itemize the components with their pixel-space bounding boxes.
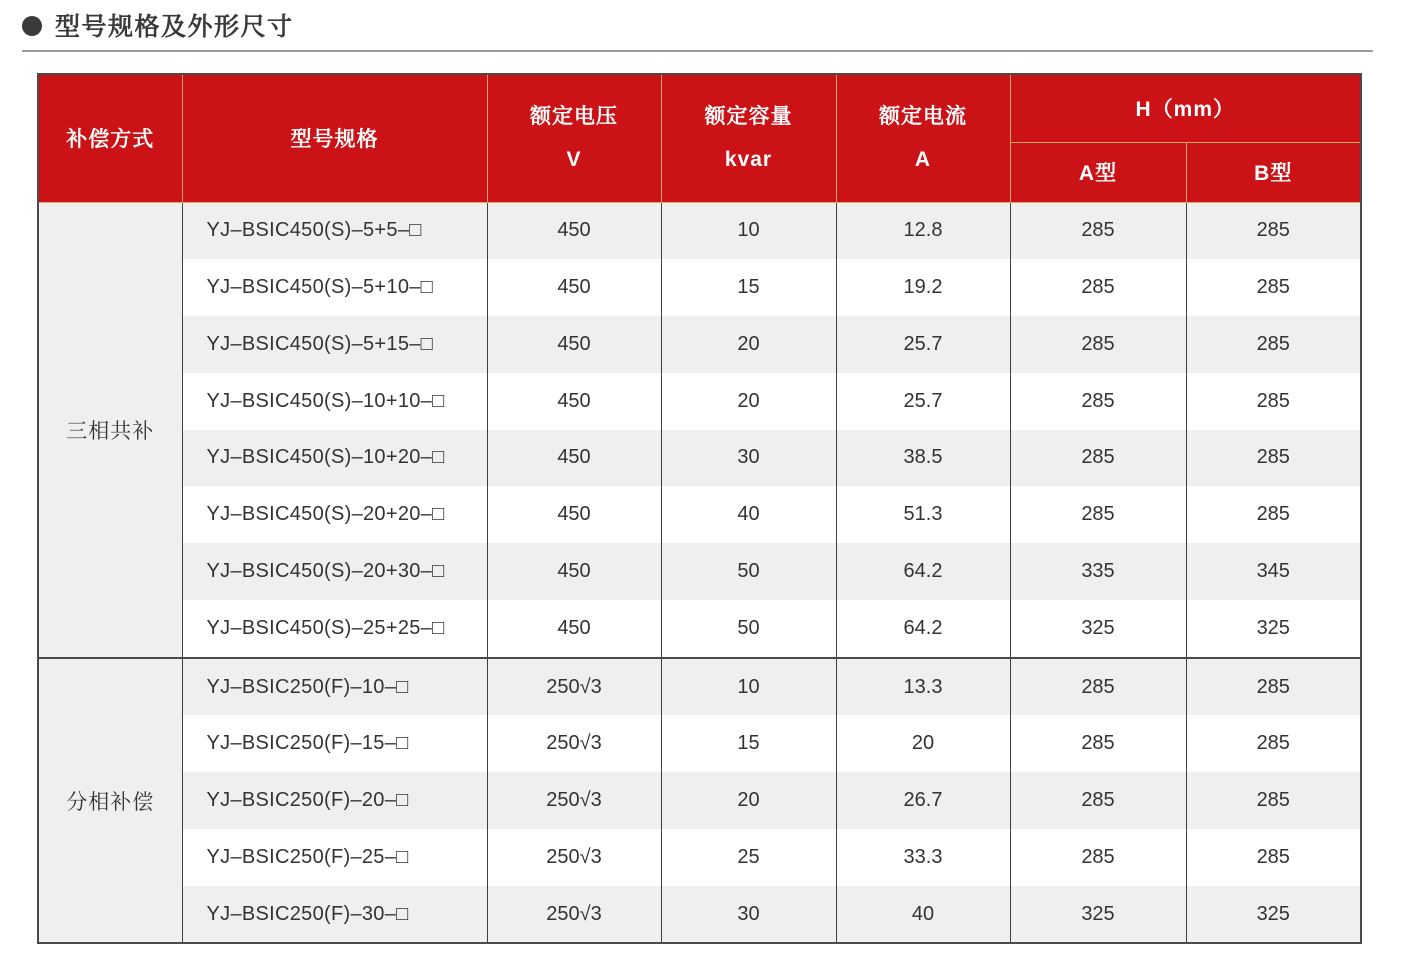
header-h-type-b: B型: [1186, 142, 1361, 202]
voltage-cell: 250√3: [487, 715, 661, 772]
voltage-cell: 450: [487, 316, 661, 373]
header-h-type-a: A型: [1010, 142, 1186, 202]
height-b-cell: 285: [1186, 486, 1361, 543]
model-cell: YJ–BSIC250(F)–15–□: [182, 715, 487, 772]
capacity-cell: 10: [661, 202, 836, 259]
model-cell: YJ–BSIC250(F)–10–□: [182, 658, 487, 716]
height-b-cell: 285: [1186, 715, 1361, 772]
section-title-row: [0, 0, 1405, 43]
capacity-cell: 20: [661, 373, 836, 430]
current-cell: 64.2: [836, 543, 1010, 600]
voltage-cell: 250√3: [487, 658, 661, 716]
table-row: [38, 430, 1361, 487]
model-cell: YJ–BSIC450(S)–5+10–□: [182, 259, 487, 316]
voltage-cell: 250√3: [487, 829, 661, 886]
height-a-cell: 285: [1010, 373, 1186, 430]
header-capacity: [661, 74, 836, 202]
current-cell: 26.7: [836, 772, 1010, 829]
height-a-cell: 285: [1010, 316, 1186, 373]
model-cell: YJ–BSIC450(S)–25+25–□: [182, 600, 487, 658]
spec-table: [37, 73, 1362, 944]
current-cell: 33.3: [836, 829, 1010, 886]
group-label-split-phase: 分相补偿: [38, 658, 182, 944]
height-a-cell: 285: [1010, 772, 1186, 829]
height-b-cell: 285: [1186, 316, 1361, 373]
table-row: [38, 486, 1361, 543]
header-current-label: 额定电流: [879, 105, 967, 129]
capacity-cell: 30: [661, 886, 836, 944]
capacity-cell: 40: [661, 486, 836, 543]
model-cell: YJ–BSIC250(F)–25–□: [182, 829, 487, 886]
table-row: [38, 886, 1361, 944]
table-row: [38, 658, 1361, 716]
header-h-group: H（mm）: [1010, 74, 1361, 142]
current-cell: 20: [836, 715, 1010, 772]
table-row: [38, 715, 1361, 772]
model-cell: YJ–BSIC450(S)–5+5–□: [182, 202, 487, 259]
current-cell: 19.2: [836, 259, 1010, 316]
voltage-cell: 450: [487, 259, 661, 316]
header-current-unit: A: [914, 148, 932, 172]
height-b-cell: 285: [1186, 772, 1361, 829]
capacity-cell: 50: [661, 543, 836, 600]
capacity-cell: 10: [661, 658, 836, 716]
capacity-cell: 20: [661, 316, 836, 373]
height-a-cell: 325: [1010, 886, 1186, 944]
height-a-cell: 325: [1010, 600, 1186, 658]
voltage-cell: 450: [487, 486, 661, 543]
height-a-cell: 285: [1010, 202, 1186, 259]
current-cell: 38.5: [836, 430, 1010, 487]
height-b-cell: 285: [1186, 202, 1361, 259]
header-voltage-unit: V: [566, 148, 582, 172]
current-cell: 12.8: [836, 202, 1010, 259]
height-b-cell: 285: [1186, 373, 1361, 430]
current-cell: 40: [836, 886, 1010, 944]
height-b-cell: 345: [1186, 543, 1361, 600]
bullet-icon: [22, 16, 42, 36]
model-cell: YJ–BSIC450(S)–5+15–□: [182, 316, 487, 373]
voltage-cell: 450: [487, 543, 661, 600]
table-row: [38, 259, 1361, 316]
header-voltage-label: 额定电压: [530, 105, 618, 129]
table-row: [38, 543, 1361, 600]
table-header: [38, 74, 1361, 202]
capacity-cell: 20: [661, 772, 836, 829]
page-title: 型号规格及外形尺寸: [55, 12, 294, 41]
height-b-cell: 285: [1186, 658, 1361, 716]
table-row: [38, 772, 1361, 829]
capacity-cell: 50: [661, 600, 836, 658]
table-body: [38, 202, 1361, 943]
voltage-cell: 250√3: [487, 886, 661, 944]
height-a-cell: 285: [1010, 829, 1186, 886]
height-a-cell: 285: [1010, 658, 1186, 716]
capacity-cell: 25: [661, 829, 836, 886]
height-a-cell: 285: [1010, 486, 1186, 543]
table-row: [38, 202, 1361, 259]
current-cell: 64.2: [836, 600, 1010, 658]
header-row-top: [38, 74, 1361, 142]
table-row: [38, 829, 1361, 886]
table-row: [38, 600, 1361, 658]
model-cell: YJ–BSIC450(S)–10+20–□: [182, 430, 487, 487]
model-cell: YJ–BSIC250(F)–20–□: [182, 772, 487, 829]
capacity-cell: 30: [661, 430, 836, 487]
height-b-cell: 325: [1186, 886, 1361, 944]
height-b-cell: 285: [1186, 829, 1361, 886]
header-capacity-label: 额定容量: [704, 105, 793, 129]
height-a-cell: 285: [1010, 430, 1186, 487]
header-model: 型号规格: [182, 74, 487, 202]
height-b-cell: 325: [1186, 600, 1361, 658]
model-cell: YJ–BSIC250(F)–30–□: [182, 886, 487, 944]
group-label-three-phase: 三相共补: [38, 202, 182, 658]
current-cell: 25.7: [836, 316, 1010, 373]
model-cell: YJ–BSIC450(S)–10+10–□: [182, 373, 487, 430]
model-cell: YJ–BSIC450(S)–20+30–□: [182, 543, 487, 600]
header-compensation: 补偿方式: [38, 74, 182, 202]
current-cell: 13.3: [836, 658, 1010, 716]
header-capacity-unit: kvar: [724, 148, 773, 172]
header-voltage: [487, 74, 661, 202]
voltage-cell: 450: [487, 430, 661, 487]
height-b-cell: 285: [1186, 259, 1361, 316]
current-cell: 25.7: [836, 373, 1010, 430]
voltage-cell: 450: [487, 202, 661, 259]
height-a-cell: 335: [1010, 543, 1186, 600]
current-cell: 51.3: [836, 486, 1010, 543]
height-b-cell: 285: [1186, 430, 1361, 487]
header-current: [836, 74, 1010, 202]
capacity-cell: 15: [661, 259, 836, 316]
capacity-cell: 15: [661, 715, 836, 772]
model-cell: YJ–BSIC450(S)–20+20–□: [182, 486, 487, 543]
height-a-cell: 285: [1010, 715, 1186, 772]
voltage-cell: 250√3: [487, 772, 661, 829]
voltage-cell: 450: [487, 373, 661, 430]
height-a-cell: 285: [1010, 259, 1186, 316]
title-divider: [22, 50, 1373, 52]
voltage-cell: 450: [487, 600, 661, 658]
table-row: [38, 373, 1361, 430]
table-row: [38, 316, 1361, 373]
